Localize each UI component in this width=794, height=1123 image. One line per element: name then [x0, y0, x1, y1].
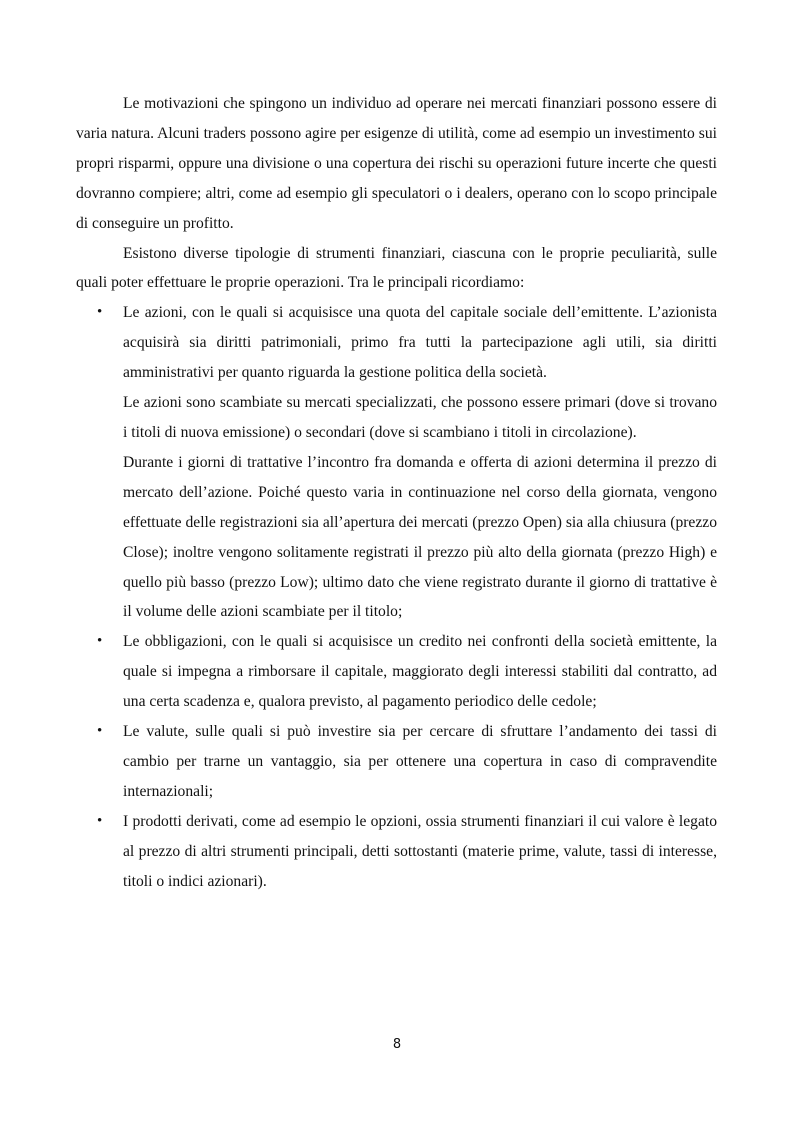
list-item-text: Le obbligazioni, con le quali si acquisisce un credito nei confronti della società emittente, la quale si impegna a rimborsare il capitale, maggiorato degli interessi stabiliti dal contratto, ad una certa scadenza e, qualora previsto, al pagamento periodico delle cedole; [123, 633, 717, 711]
bullet-icon: • [97, 304, 103, 321]
list-item-text: Le valute, sulle quali si può investire sia per cercare di sfruttare l’andamento dei tassi di cambio per trarne un vantaggio, sia per ottenere una copertura in caso di compravendite internazionali; [123, 723, 717, 800]
page-number: 8 [392, 1037, 402, 1052]
list-item-valute [76, 717, 717, 807]
list-item-text: Le azioni sono scambiate su mercati specializzati, che possono essere primari (dove si trovano i titoli di nuova emissione) o secondari (dove si scambiano i titoli in circolazione). [123, 394, 717, 441]
paragraph-motivations: Le motivazioni che spingono un individuo ad operare nei mercati finanziari possono essere di varia natura. Alcuni traders possono agire per esigenze di utilità, come ad esempio un investimento sui propri risparmi, oppure una divisione o una copertura dei rischi su operazioni future incerte che questi dovranno compiere; altri, come ad esempio gli speculatori o i dealers, operano con lo scopo principale di conseguire un profitto. [76, 95, 717, 232]
bullet-icon: • [97, 633, 103, 650]
list-item-derivati [76, 807, 717, 897]
bullet-icon: • [97, 723, 103, 740]
paragraph-instrument-types: Esistono diverse tipologie di strumenti finanziari, ciascuna con le proprie peculiarità, sulle quali poter effettuare le proprie operazioni. Tra le principali ricordiamo: [76, 244, 717, 292]
list-item-obbligazioni [76, 627, 717, 717]
bullet-icon: • [97, 812, 103, 829]
list-item-text: Le azioni, con le quali si acquisisce una quota del capitale sociale dell’emittente. L’azionista acquisirà sia diritti patrimoniali, primo fra tutti la partecipazione agli utili, sia diritti amministrativi per quanto riguarda la gestione politica della società. [123, 304, 717, 382]
list-item-text: I prodotti derivati, come ad esempio le opzioni, ossia strumenti finanziari il cui valore è legato al prezzo di altri strumenti principali, detti sottostanti (materie prime, valute, tassi di interesse, titoli o indici azionari). [123, 812, 717, 890]
list-item-text: Durante i giorni di trattative l’incontro fra domanda e offerta di azioni determina il prezzo di mercato dell’azione. Poiché questo varia in continuazione nel corso della giornata, vengono effettuate delle registrazioni sia all’apertura dei mercati (prezzo Open) sia alla chiusura (prezzo Close); inoltre vengono solitamente registrati il prezzo più alto della giornata (prezzo High) e quello più basso (prezzo Low); ultimo dato che viene registrato durante il giorno di trattative è il volume delle azioni scambiate per il titolo; [123, 453, 717, 621]
instrument-list [76, 298, 717, 896]
list-item-azioni [76, 298, 717, 627]
document-body [76, 89, 717, 896]
